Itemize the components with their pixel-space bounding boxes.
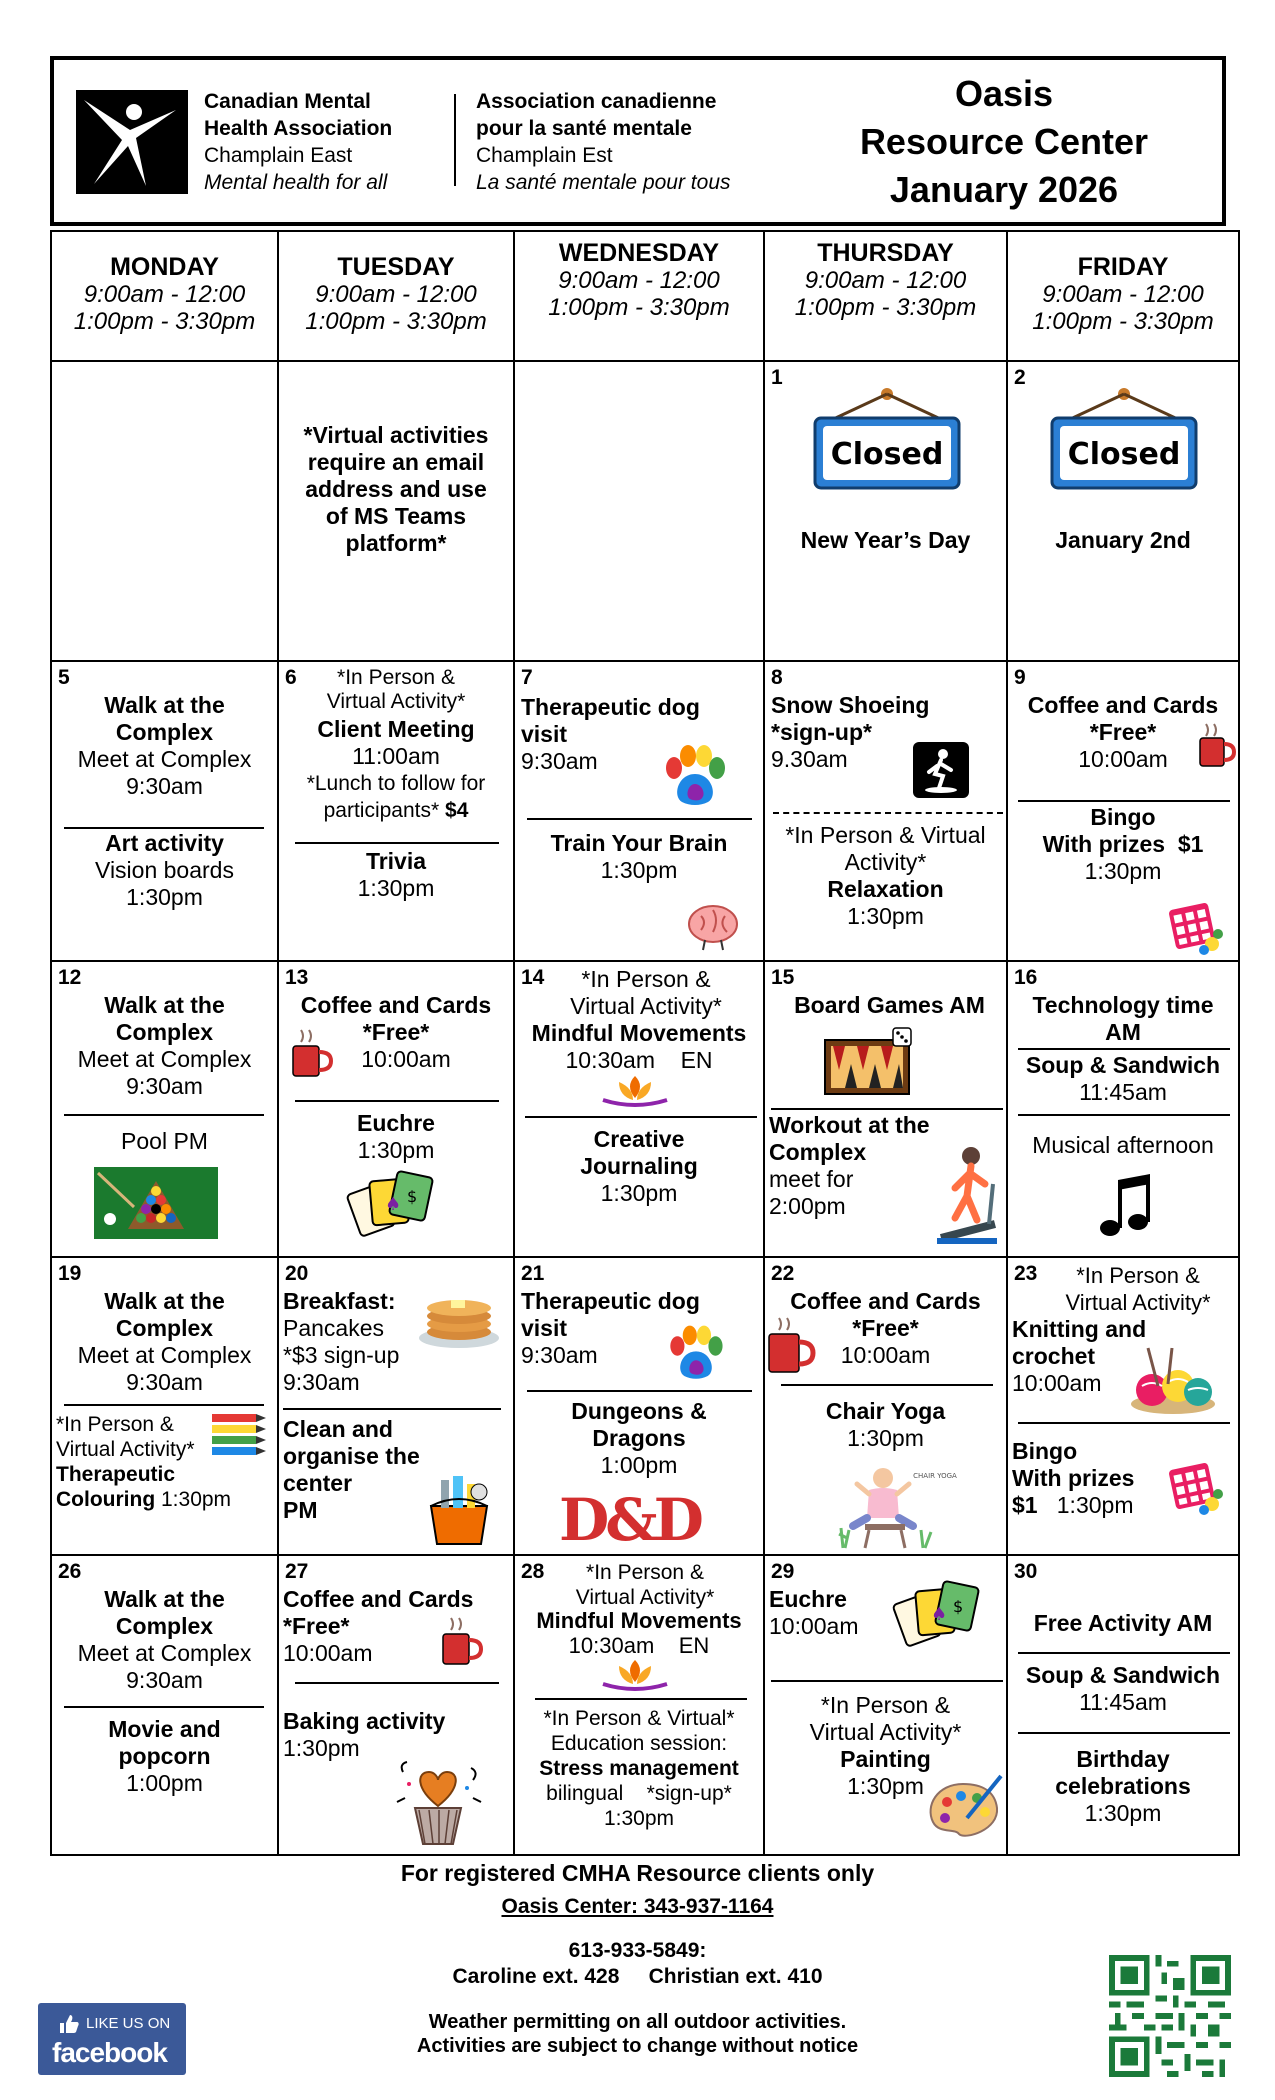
date-number: 7 [521, 666, 533, 689]
divider [1018, 1048, 1230, 1050]
activity-title: Therapeutic [56, 1463, 176, 1486]
activity-title: Dragons [592, 1425, 686, 1451]
activity-title: center [283, 1470, 353, 1496]
activity-title: celebrations [1055, 1773, 1191, 1799]
paw-print-icon [665, 1324, 727, 1384]
qr-code-icon[interactable] [1107, 1955, 1233, 2077]
activity-time: 2:00pm [769, 1193, 846, 1219]
day-cell-21 [513, 1256, 765, 1556]
day-cell-empty [513, 360, 765, 662]
day-cell-12 [50, 960, 279, 1258]
activity-time: 11:45am [1079, 1689, 1167, 1715]
day-hours-am: 9:00am - 12:00 [558, 267, 720, 294]
activity-time: 11:45am [1079, 1079, 1167, 1105]
org-name-english [204, 88, 392, 196]
activity-note: *Free* [362, 1019, 430, 1045]
cleaning-bucket-icon [421, 1472, 497, 1548]
activity-note: *In Person & [337, 666, 455, 689]
footer [0, 1858, 1275, 2058]
lotus-icon [599, 1656, 671, 1692]
coffee-mug-icon [439, 1616, 483, 1668]
snowshoe-icon [913, 742, 969, 798]
activity-title: Journaling [580, 1153, 698, 1179]
activity-note: *Free* [1089, 719, 1157, 745]
music-note-icon [1098, 1172, 1150, 1240]
facebook-wordmark: facebook [52, 2037, 167, 2068]
note-line: *Virtual activities [303, 422, 489, 448]
activity-title: Knitting and [1012, 1316, 1147, 1342]
note-line: platform* [345, 530, 447, 556]
holiday-label: January 2nd [1055, 527, 1191, 553]
day-name: TUESDAY [337, 253, 455, 281]
activity-title: Trivia [365, 848, 427, 874]
activity-note: *In Person & [581, 966, 711, 992]
cmha-logo-icon [76, 90, 188, 194]
activity-note: *$3 sign-up [283, 1342, 400, 1368]
activity-title: Soup & Sandwich [1025, 1052, 1221, 1078]
divider [1018, 1652, 1230, 1654]
activity-title: Musical afternoon [1032, 1132, 1214, 1158]
day-cell-8 [763, 660, 1008, 962]
activity-title: Free Activity AM [1033, 1610, 1213, 1636]
divider [1018, 1114, 1230, 1116]
divider [64, 1404, 264, 1406]
divider [1018, 800, 1230, 802]
closed-sign-icon [807, 384, 967, 494]
footer-clients-note: For registered CMHA Resource clients only [400, 1860, 875, 1886]
chair-yoga-icon [837, 1464, 957, 1550]
thumbs-up-icon [58, 2013, 80, 2035]
activity-time: 10:00am [769, 1613, 859, 1639]
activity-language: EN [678, 1633, 710, 1658]
bingo-card-icon [1166, 900, 1224, 956]
closed-sign-text: Closed [1067, 437, 1181, 472]
closed-sign-icon [1044, 384, 1204, 494]
activity-title: Complex [115, 1613, 214, 1639]
activity-note: *In Person & Virtual* [543, 1707, 735, 1730]
activity-note: *Free* [852, 1315, 919, 1341]
date-number: 22 [771, 1262, 795, 1285]
activity-detail: meet for [769, 1166, 854, 1192]
facebook-like-badge[interactable] [38, 2003, 186, 2075]
footer-change-note: Activities are subject to change without notice [416, 2035, 859, 2057]
day-cell-6 [277, 660, 515, 962]
activity-time: 10:00am [1012, 1370, 1102, 1396]
brain-icon [683, 902, 743, 952]
activity-time: 9:30am [521, 1342, 598, 1368]
date-number: 29 [771, 1560, 795, 1583]
date-number: 15 [771, 966, 795, 989]
coffee-mug-icon [1196, 722, 1236, 770]
day-header-tuesday [277, 230, 515, 362]
title-line2: Resource Center [859, 121, 1149, 162]
title-line3: January 2026 [889, 169, 1119, 210]
org-fr-tagline: La santé mentale pour tous [476, 171, 731, 194]
activity-time: 1:30pm [1084, 858, 1162, 884]
day-cell-14 [513, 960, 765, 1258]
day-cell-16 [1006, 960, 1240, 1258]
day-cell-9 [1006, 660, 1240, 962]
svg-text:$: $ [407, 1187, 418, 1206]
activity-title: Dungeons & [571, 1398, 707, 1424]
activity-time: 9:30am [126, 773, 203, 799]
activity-title: crochet [1012, 1343, 1096, 1369]
title-line1: Oasis [954, 73, 1054, 114]
activity-time: 10:30am [568, 1633, 655, 1658]
activity-title: Complex [115, 1315, 214, 1341]
org-fr-line1: Association canadienne [476, 90, 717, 113]
org-name-french [476, 88, 731, 196]
activity-note: *In Person & Virtual [785, 822, 986, 848]
day-hours-pm: 1:00pm - 3:30pm [1032, 308, 1214, 335]
activity-time: 9:30am [126, 1667, 203, 1693]
activity-note: *In Person & [586, 1561, 704, 1584]
activity-title: With prizes [1012, 1465, 1135, 1491]
lotus-icon [599, 1072, 671, 1108]
day-hours-pm: 1:00pm - 3:30pm [548, 294, 730, 321]
day-name: THURSDAY [817, 239, 954, 267]
activity-title: Breakfast: [283, 1288, 396, 1314]
calendar-grid [50, 230, 1240, 1855]
activity-title: Therapeutic dog [521, 1288, 700, 1314]
activity-title: Bingo [1090, 804, 1156, 830]
note-line: address and use [305, 476, 487, 502]
activity-title: Walk at the [104, 1586, 225, 1612]
svg-text:$: $ [953, 1597, 964, 1616]
activity-price: $1 [1177, 831, 1204, 857]
activity-note: *Lunch to follow for [306, 772, 486, 795]
activity-price: $1 [1012, 1492, 1038, 1518]
activity-title: PM [283, 1497, 318, 1523]
activity-detail: Pancakes [283, 1315, 385, 1341]
activity-time: 1:30pm [283, 1735, 360, 1761]
day-cell-23 [1006, 1256, 1240, 1556]
coffee-mug-icon [289, 1028, 333, 1080]
activity-note: Activity* [844, 849, 927, 875]
activity-time: 1:30pm [847, 1773, 924, 1799]
activity-title: popcorn [118, 1743, 211, 1769]
activity-title: Baking activity [283, 1708, 446, 1734]
day-cell-26 [50, 1554, 279, 1856]
activity-title: Mindful Movements [531, 1020, 747, 1046]
note-line: of MS Teams [325, 503, 467, 529]
activity-time: 9:30am [283, 1369, 360, 1395]
activity-title: Soup & Sandwich [1025, 1662, 1221, 1688]
activity-language: EN [680, 1047, 713, 1073]
activity-time: 1:30pm [126, 884, 203, 910]
activity-title: Stress management [539, 1757, 739, 1780]
divider [527, 1390, 752, 1392]
activity-title: Mindful Movements [536, 1608, 742, 1633]
svg-text:♠: ♠ [931, 1604, 948, 1625]
footer-main-phone: 613-933-5849: [568, 1939, 707, 1962]
activity-title: Coffee and Cards [1027, 692, 1219, 718]
activity-note: Virtual Activity* [326, 690, 466, 713]
activity-time: 1:30pm [1056, 1492, 1134, 1518]
facebook-like-label: LIKE US ON [86, 2015, 171, 2032]
dnd-logo-icon: D&D [559, 1486, 700, 1554]
holiday-label: New Year’s Day [800, 527, 971, 553]
date-number: 19 [58, 1262, 82, 1285]
activity-time: 10:00am [361, 1046, 451, 1072]
activity-time: 1:30pm [603, 1807, 675, 1830]
activity-title: Pool PM [121, 1128, 208, 1154]
activity-language: bilingual [546, 1782, 624, 1805]
org-en-line3: Champlain East [204, 144, 353, 167]
day-cell-15 [763, 960, 1008, 1258]
activity-note: Virtual Activity* [1065, 1290, 1211, 1315]
activity-note: *In Person & [820, 1692, 951, 1718]
day-cell-2 [1006, 360, 1240, 662]
activity-title: Therapeutic dog [521, 694, 700, 720]
day-cell-20 [277, 1256, 515, 1556]
day-header-thursday [763, 230, 1008, 362]
date-number: 16 [1014, 966, 1038, 989]
activity-time: 1:30pm [600, 1180, 678, 1206]
day-name: WEDNESDAY [558, 239, 720, 267]
date-number: 26 [58, 1560, 82, 1583]
activity-title: organise the [283, 1443, 420, 1469]
activity-title: Walk at the [104, 692, 225, 718]
pancakes-icon [417, 1288, 501, 1350]
activity-time: 1:30pm [847, 1425, 924, 1451]
colored-pencils-icon [212, 1412, 266, 1458]
org-en-line1: Canadian Mental [204, 90, 371, 113]
day-hours-pm: 1:00pm - 3:30pm [794, 294, 977, 321]
day-cell-13 [277, 960, 515, 1258]
chair-yoga-label: CHAIR YOGA [913, 1472, 957, 1480]
divider [527, 818, 752, 820]
divider [283, 1408, 501, 1410]
activity-time: 9:30am [126, 1369, 203, 1395]
activity-note: participants* [323, 799, 440, 822]
day-name: FRIDAY [1077, 253, 1169, 281]
activity-time: 1:30pm [600, 857, 678, 883]
closed-sign-text: Closed [830, 437, 944, 472]
divider [64, 827, 264, 829]
activity-title: Walk at the [104, 992, 225, 1018]
day-cell-28 [513, 1554, 765, 1856]
activity-detail: Vision boards [95, 857, 234, 883]
page-title [834, 70, 1174, 214]
backgammon-icon [823, 1026, 919, 1098]
day-hours-am: 9:00am - 12:00 [804, 267, 967, 294]
activity-note: Virtual Activity* [570, 993, 722, 1019]
org-en-line2: Health Association [204, 117, 393, 140]
date-number: 28 [521, 1560, 545, 1583]
coffee-mug-icon [765, 1316, 815, 1376]
date-number: 21 [521, 1262, 545, 1285]
date-number: 2 [1014, 366, 1026, 389]
activity-time: 9.30am [771, 746, 848, 772]
activity-price: $4 [445, 799, 469, 822]
day-cell-19 [50, 1256, 279, 1556]
activity-title: Train Your Brain [550, 830, 728, 856]
activity-time: 1:30pm [161, 1488, 232, 1511]
yarn-icon [1128, 1346, 1218, 1416]
activity-note: *In Person & [56, 1413, 174, 1436]
activity-time: 9:30am [126, 1073, 203, 1099]
activity-time: 10:30am [565, 1047, 655, 1073]
date-number: 30 [1014, 1560, 1038, 1583]
activity-time: 1:00pm [600, 1452, 678, 1478]
activity-title: Complex [115, 719, 214, 745]
activity-time: 9:30am [521, 748, 598, 774]
activity-time: 1:30pm [357, 875, 435, 901]
day-header-wednesday [513, 230, 765, 362]
activity-time: 1:30pm [1084, 1800, 1162, 1826]
day-hours-am: 9:00am - 12:00 [315, 281, 477, 308]
activity-time: 11:00am [352, 743, 440, 769]
divider [525, 1116, 757, 1118]
activity-title: Walk at the [104, 1288, 225, 1314]
day-cell-virtual-note [277, 360, 515, 662]
pool-table-icon [94, 1167, 218, 1239]
footer-contact-christian: Christian ext. 410 [648, 1965, 823, 1988]
date-number: 6 [285, 666, 297, 689]
activity-time: 10:00am [283, 1640, 373, 1666]
day-name: MONDAY [110, 253, 219, 281]
paint-palette-icon [923, 1772, 1003, 1838]
day-cell-29 [763, 1554, 1008, 1856]
day-cell-empty [50, 360, 279, 662]
day-hours-pm: 1:00pm - 3:30pm [305, 308, 487, 335]
activity-note: Virtual Activity* [809, 1719, 962, 1745]
activity-title: Board Games AM [794, 992, 985, 1018]
activity-title: AM [1105, 1019, 1141, 1045]
divider [64, 1706, 264, 1708]
activity-note: *sign-up* [646, 1782, 732, 1805]
activity-title: Bingo [1012, 1438, 1078, 1464]
date-number: 12 [58, 966, 82, 989]
activity-title: Euchre [357, 1110, 435, 1136]
header [50, 56, 1226, 226]
footer-contact-caroline: Caroline ext. 428 [452, 1965, 620, 1988]
activity-title: Art activity [105, 830, 224, 856]
activity-title: Workout at the [769, 1112, 930, 1138]
activity-title: Complex [769, 1139, 867, 1165]
activity-title: Chair Yoga [825, 1398, 946, 1424]
activity-title: Clean and [283, 1416, 393, 1442]
activity-time: 1:30pm [357, 1137, 435, 1163]
divider [771, 1680, 1003, 1682]
org-fr-line3: Champlain Est [476, 144, 613, 167]
playing-cards-icon [895, 1580, 981, 1642]
date-number: 20 [285, 1262, 309, 1285]
day-cell-27 [277, 1554, 515, 1856]
bingo-card-icon [1166, 1460, 1224, 1516]
date-number: 23 [1014, 1262, 1038, 1285]
paw-print-icon [660, 744, 730, 810]
divider [773, 812, 1003, 814]
date-number: 1 [771, 366, 783, 389]
activity-detail: Education session: [550, 1732, 728, 1755]
activity-detail: Meet at Complex [77, 1046, 252, 1072]
activity-note: Virtual Activity* [575, 1586, 715, 1609]
activity-note: *sign-up* [771, 719, 872, 745]
activity-title: visit [521, 1315, 568, 1341]
org-fr-line2: pour la santé mentale [476, 117, 692, 140]
activity-detail: Meet at Complex [77, 1640, 252, 1666]
org-en-tagline: Mental health for all [204, 171, 388, 194]
activity-title: Euchre [769, 1586, 847, 1612]
svg-text:♠: ♠ [385, 1194, 402, 1215]
org-divider [454, 94, 456, 186]
date-number: 5 [58, 666, 70, 689]
divider [781, 1384, 993, 1386]
activity-title: Complex [115, 1019, 214, 1045]
activity-note: Virtual Activity* [56, 1438, 195, 1461]
activity-time: 10:00am [840, 1342, 931, 1368]
activity-time: 1:30pm [847, 903, 924, 929]
divider [771, 1108, 1003, 1110]
day-cell-1 [763, 360, 1008, 662]
footer-oasis-phone: Oasis Center: 343-937-1164 [501, 1895, 774, 1918]
day-hours-pm: 1:00pm - 3:30pm [73, 308, 256, 335]
day-hours-am: 9:00am - 12:00 [83, 281, 246, 308]
treadmill-icon [933, 1144, 1003, 1248]
day-cell-30 [1006, 1554, 1240, 1856]
day-cell-7 [513, 660, 765, 962]
activity-note: *In Person & [1076, 1263, 1200, 1288]
activity-title: Colouring [56, 1488, 156, 1511]
activity-detail: Meet at Complex [77, 746, 252, 772]
activity-title: Coffee and Cards [300, 992, 492, 1018]
day-hours-am: 9:00am - 12:00 [1042, 281, 1204, 308]
date-number: 9 [1014, 666, 1026, 689]
activity-title: Birthday [1076, 1746, 1170, 1772]
activity-time: 10:00am [1078, 746, 1168, 772]
activity-title: Relaxation [827, 876, 944, 902]
cupcake-icon [395, 1758, 481, 1848]
day-header-monday [50, 230, 279, 362]
activity-note: *Free* [283, 1613, 350, 1639]
playing-cards-icon [349, 1170, 435, 1232]
day-header-friday [1006, 230, 1240, 362]
date-number: 14 [521, 966, 545, 989]
divider [1018, 1422, 1230, 1424]
activity-title: Painting [840, 1746, 931, 1772]
divider [1018, 1732, 1230, 1734]
date-number: 13 [285, 966, 309, 989]
activity-title: Creative [593, 1126, 685, 1152]
activity-title: Client Meeting [317, 716, 475, 742]
activity-title: With prizes [1042, 831, 1166, 857]
activity-title: Coffee and Cards [790, 1288, 981, 1314]
activity-title: Snow Shoeing [771, 692, 930, 718]
date-number: 8 [771, 666, 783, 689]
footer-weather-note: Weather permitting on all outdoor activities. [428, 2011, 847, 2033]
day-cell-22 [763, 1256, 1008, 1556]
activity-time: 1:00pm [126, 1770, 203, 1796]
date-number: 27 [285, 1560, 309, 1583]
activity-detail: Meet at Complex [77, 1342, 252, 1368]
divider [295, 1682, 499, 1684]
divider [64, 1114, 264, 1116]
note-line: require an email [307, 449, 485, 475]
activity-title: Movie and [108, 1716, 221, 1742]
activity-title: visit [521, 721, 568, 747]
divider [295, 1100, 499, 1102]
divider [295, 842, 499, 844]
activity-title: Coffee and Cards [283, 1586, 474, 1612]
activity-title: Technology time [1032, 992, 1214, 1018]
divider [535, 1698, 747, 1700]
day-cell-5 [50, 660, 279, 962]
